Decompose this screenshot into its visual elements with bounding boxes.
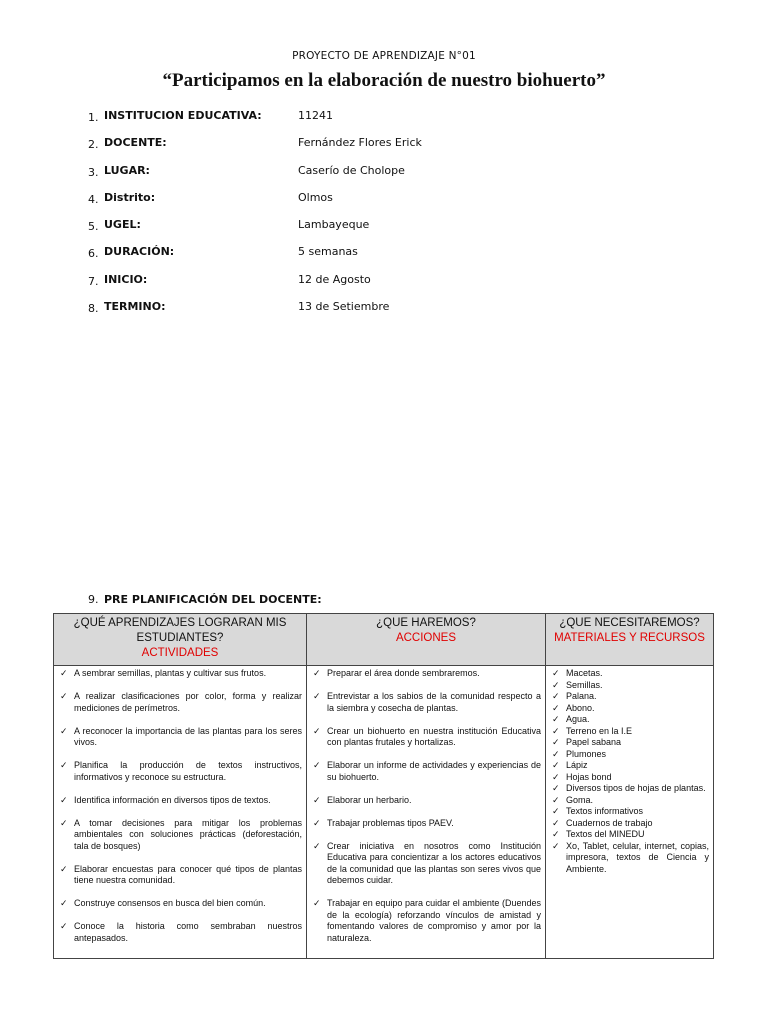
table-row bbox=[54, 666, 714, 959]
list-item bbox=[58, 760, 302, 783]
checkmark-icon: ✓ bbox=[552, 794, 560, 805]
project-info-list bbox=[88, 108, 688, 326]
header-materials-subtitle: MATERIALES Y RECURSOS bbox=[554, 632, 705, 644]
header-learning-subtitle: ACTIVIDADES bbox=[141, 647, 219, 659]
list-item bbox=[58, 726, 302, 749]
info-number: 6. bbox=[88, 247, 99, 261]
list-item bbox=[311, 841, 541, 887]
info-number: 4. bbox=[88, 192, 99, 206]
list-item bbox=[550, 795, 709, 807]
checkmark-icon: ✓ bbox=[313, 817, 321, 828]
info-row bbox=[88, 190, 688, 217]
header-learning-question: ¿QUÉ APRENDIZAJES LOGRARAN MIS ESTUDIANTES? bbox=[73, 617, 287, 644]
info-value: Olmos bbox=[298, 190, 333, 204]
checkmark-icon: ✓ bbox=[60, 668, 68, 678]
table-header-row bbox=[54, 614, 714, 666]
info-number: 7. bbox=[88, 274, 99, 288]
info-row bbox=[88, 272, 688, 299]
info-label: INICIO: bbox=[104, 272, 148, 286]
checkmark-icon: ✓ bbox=[552, 829, 560, 839]
list-item-text: Crear un biohuerto en nuestra institución Educativa con plantas frutales y hortalizas. bbox=[327, 725, 541, 747]
checkmark-icon: ✓ bbox=[552, 760, 560, 770]
list-item bbox=[58, 795, 302, 807]
list-item bbox=[550, 818, 709, 830]
info-number: 1. bbox=[88, 111, 99, 124]
list-item-text: A sembrar semillas, plantas y cultivar sus frutos. bbox=[74, 668, 267, 678]
list-item-text: Goma. bbox=[566, 794, 594, 805]
list-item-text: Conoce la historia como sembraban nuestros antepasados. bbox=[74, 921, 302, 943]
list-item bbox=[58, 691, 302, 714]
checkmark-icon: ✓ bbox=[552, 783, 560, 793]
list-item bbox=[311, 898, 541, 944]
list-item bbox=[58, 818, 302, 853]
list-item-text: Trabajar problemas tipos PAEV. bbox=[327, 817, 454, 828]
section-number: 9. bbox=[88, 593, 99, 606]
list-item bbox=[550, 691, 709, 703]
list-item-text: A realizar clasificaciones por color, forma y realizar mediciones de perímetros. bbox=[74, 691, 302, 713]
checkmark-icon: ✓ bbox=[313, 898, 321, 908]
list-item-text: Lápiz bbox=[566, 760, 588, 770]
info-value: Fernández Flores Erick bbox=[298, 136, 422, 150]
header-materials bbox=[546, 614, 714, 666]
checkmark-icon: ✓ bbox=[552, 714, 560, 724]
list-item bbox=[550, 760, 709, 772]
info-row bbox=[88, 217, 688, 244]
list-item-text: Elaborar un informe de actividades y experiencias de su biohuerto. bbox=[327, 760, 541, 782]
checkmark-icon: ✓ bbox=[60, 921, 68, 931]
section-heading bbox=[88, 593, 322, 606]
list-item-text: Hojas bond bbox=[566, 771, 612, 782]
project-header: PROYECTO DE APRENDIZAJE N°01 bbox=[292, 50, 476, 62]
info-value: 12 de Agosto bbox=[298, 272, 371, 286]
info-label: DURACIÓN: bbox=[104, 245, 175, 259]
list-item bbox=[550, 726, 709, 738]
checkmark-icon: ✓ bbox=[552, 840, 560, 851]
list-item-text: Textos del MINEDU bbox=[566, 829, 645, 839]
document-title: “Participamos en la elaboración de nuestro biohuerto” bbox=[162, 70, 606, 91]
checkmark-icon: ✓ bbox=[60, 760, 68, 770]
info-value: Lambayeque bbox=[298, 218, 370, 232]
materials-cell bbox=[546, 666, 714, 959]
info-label: LUGAR: bbox=[104, 163, 150, 177]
list-item-text: Diversos tipos de hojas de plantas. bbox=[566, 783, 706, 793]
learning-list bbox=[58, 668, 302, 944]
actions-cell bbox=[307, 666, 546, 959]
section-label: PRE PLANIFICACIÓN DEL DOCENTE: bbox=[104, 593, 322, 606]
checkmark-icon: ✓ bbox=[60, 817, 68, 828]
list-item bbox=[311, 818, 541, 830]
info-number: 5. bbox=[88, 220, 99, 234]
list-item-text: Elaborar encuestas para conocer qué tipos de plantas tiene nuestra comunidad. bbox=[74, 863, 302, 885]
info-label: TERMINO: bbox=[104, 300, 166, 314]
info-label: DOCENTE: bbox=[104, 136, 167, 150]
list-item-text: Crear iniciativa en nosotros como Institución Educativa para concientizar a los actores educativos de la comunidad que las plantas son seres vivos que debemos cuidar. bbox=[327, 840, 541, 885]
list-item bbox=[550, 841, 709, 876]
learning-cell bbox=[54, 666, 307, 959]
list-item-text: Semillas. bbox=[566, 679, 603, 690]
info-label: Distrito: bbox=[104, 190, 156, 204]
list-item-text: Plumones bbox=[566, 748, 607, 759]
info-number: 3. bbox=[88, 165, 99, 179]
header-learning bbox=[54, 614, 307, 666]
checkmark-icon: ✓ bbox=[552, 702, 560, 713]
checkmark-icon: ✓ bbox=[552, 725, 560, 736]
checkmark-icon: ✓ bbox=[313, 725, 321, 736]
checkmark-icon: ✓ bbox=[313, 794, 321, 805]
info-value: 11241 bbox=[298, 109, 333, 122]
info-number: 2. bbox=[88, 138, 99, 152]
planning-table bbox=[53, 613, 714, 959]
list-item bbox=[550, 829, 709, 841]
checkmark-icon: ✓ bbox=[60, 691, 68, 701]
checkmark-icon: ✓ bbox=[60, 863, 68, 874]
checkmark-icon: ✓ bbox=[313, 668, 321, 678]
checkmark-icon: ✓ bbox=[552, 679, 560, 690]
list-item bbox=[58, 921, 302, 944]
list-item bbox=[311, 760, 541, 783]
list-item-text: Identifica información en diversos tipos de textos. bbox=[74, 794, 271, 805]
list-item-text: Macetas. bbox=[566, 668, 603, 678]
checkmark-icon: ✓ bbox=[60, 794, 68, 805]
list-item bbox=[58, 864, 302, 887]
info-row bbox=[88, 299, 688, 326]
header-actions bbox=[307, 614, 546, 666]
list-item bbox=[550, 714, 709, 726]
info-value: 5 semanas bbox=[298, 245, 358, 259]
list-item-text: Cuadernos de trabajo bbox=[566, 817, 653, 828]
list-item-text: Palana. bbox=[566, 691, 597, 701]
list-item bbox=[550, 668, 709, 680]
info-row bbox=[88, 244, 688, 271]
list-item-text: Agua. bbox=[566, 714, 590, 724]
list-item bbox=[58, 668, 302, 680]
list-item-text: Planifica la producción de textos instructivos, informativos y reconoce su estructura. bbox=[74, 760, 302, 782]
info-label: UGEL: bbox=[104, 218, 141, 232]
list-item bbox=[550, 680, 709, 692]
list-item-text: Xo, Tablet, celular, internet, copias, impresora, textos de Ciencia y Ambiente. bbox=[566, 840, 709, 874]
header-actions-subtitle: ACCIONES bbox=[395, 632, 457, 644]
header-actions-question: ¿QUE HAREMOS? bbox=[376, 617, 476, 629]
list-item bbox=[550, 737, 709, 749]
info-number: 8. bbox=[88, 302, 99, 316]
list-item-text: Elaborar un herbario. bbox=[327, 794, 412, 805]
list-item-text: Preparar el área donde sembraremos. bbox=[327, 668, 480, 678]
list-item-text: Construye consensos en busca del bien común. bbox=[74, 898, 266, 908]
list-item bbox=[550, 806, 709, 818]
list-item bbox=[550, 703, 709, 715]
checkmark-icon: ✓ bbox=[552, 817, 560, 828]
list-item bbox=[311, 726, 541, 749]
list-item-text: Abono. bbox=[566, 702, 595, 713]
info-value: Caserío de Cholope bbox=[298, 163, 405, 177]
info-row bbox=[88, 135, 688, 162]
list-item bbox=[58, 898, 302, 910]
list-item bbox=[311, 691, 541, 714]
checkmark-icon: ✓ bbox=[60, 898, 68, 908]
list-item bbox=[311, 668, 541, 680]
info-row bbox=[88, 108, 688, 135]
list-item bbox=[550, 783, 709, 795]
checkmark-icon: ✓ bbox=[552, 737, 560, 747]
list-item bbox=[550, 749, 709, 761]
checkmark-icon: ✓ bbox=[313, 691, 321, 701]
checkmark-icon: ✓ bbox=[313, 840, 321, 851]
list-item-text: Trabajar en equipo para cuidar el ambiente (Duendes de la ecología) reforzando vínculos de amistad y fomentando valores de compromiso y amor por la naturaleza. bbox=[327, 898, 541, 943]
header-materials-question: ¿QUE NECESITAREMOS? bbox=[559, 617, 700, 629]
list-item-text: Textos informativos bbox=[566, 806, 644, 816]
info-value: 13 de Setiembre bbox=[298, 300, 390, 314]
checkmark-icon: ✓ bbox=[552, 748, 560, 759]
info-row bbox=[88, 163, 688, 190]
checkmark-icon: ✓ bbox=[313, 760, 321, 770]
list-item bbox=[550, 772, 709, 784]
checkmark-icon: ✓ bbox=[552, 668, 560, 678]
list-item-text: A reconocer la importancia de las plantas para los seres vivos. bbox=[74, 725, 302, 747]
actions-list bbox=[311, 668, 541, 944]
checkmark-icon: ✓ bbox=[60, 725, 68, 736]
list-item bbox=[311, 795, 541, 807]
info-label: INSTITUCION EDUCATIVA: bbox=[104, 109, 262, 122]
list-item-text: Papel sabana bbox=[566, 737, 622, 747]
materials-list bbox=[550, 668, 709, 875]
checkmark-icon: ✓ bbox=[552, 806, 560, 816]
list-item-text: A tomar decisiones para mitigar los problemas ambientales con soluciones prácticas (deforestación, tala de bosques) bbox=[74, 817, 302, 851]
checkmark-icon: ✓ bbox=[552, 771, 560, 782]
list-item-text: Entrevistar a los sabios de la comunidad respecto a la siembra y cosecha de plantas. bbox=[327, 691, 541, 713]
list-item-text: Terreno en la I.E bbox=[566, 725, 633, 736]
checkmark-icon: ✓ bbox=[552, 691, 560, 701]
